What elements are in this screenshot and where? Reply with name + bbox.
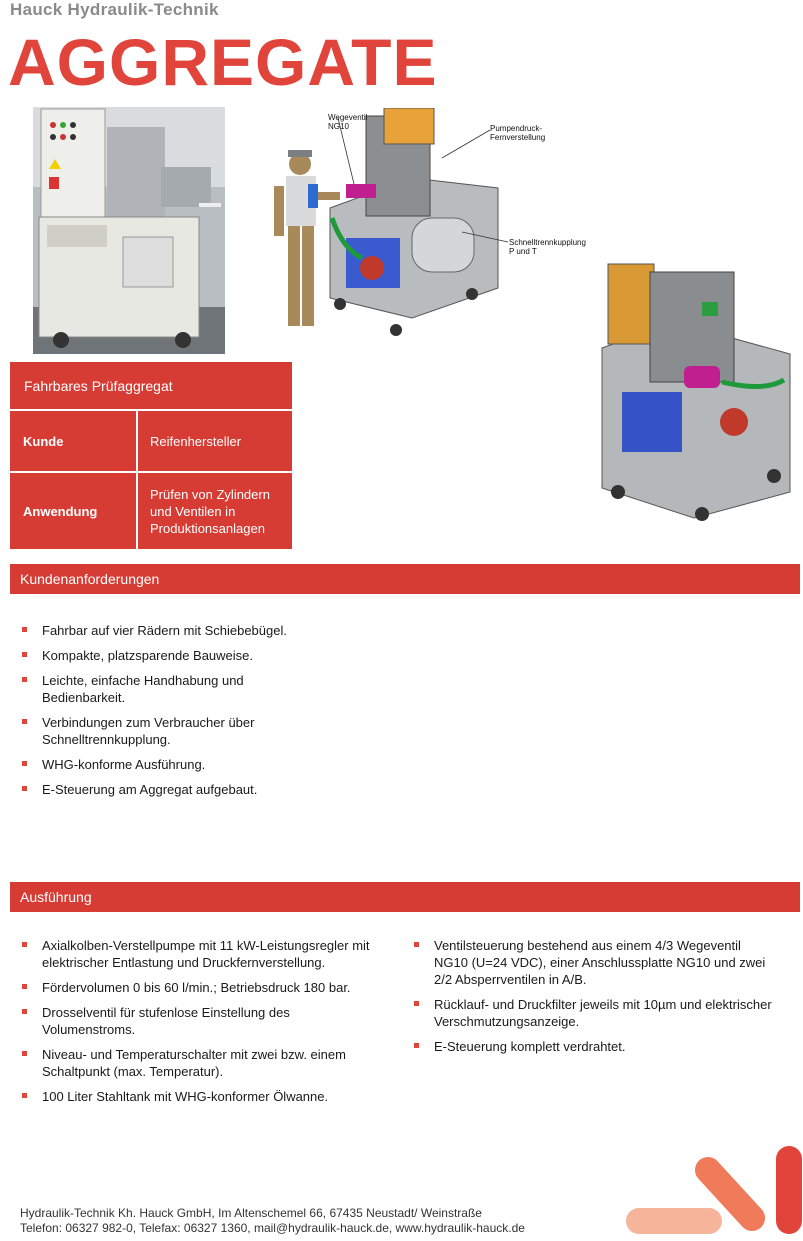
company-name: Hauck Hydraulik-Technik	[10, 0, 219, 19]
annotation-coupling: Schnelltrennkupplung P und T	[509, 238, 586, 256]
list-item: Fahrbar auf vier Rädern mit Schiebebügel.	[20, 622, 320, 639]
info-table-header: Fahrbares Prüfaggregat	[10, 362, 292, 409]
info-row-application	[10, 473, 292, 549]
footer	[20, 1206, 525, 1236]
company-logo	[622, 1144, 802, 1236]
annotation-valve: Wegeventil NG10	[328, 113, 368, 131]
list-item: WHG-konforme Ausführung.	[20, 756, 320, 773]
info-key: Anwendung	[10, 473, 138, 549]
cad-drawing-front	[262, 108, 592, 348]
footer-contact: Telefon: 06327 982-0, Telefax: 06327 1360, mail@hydraulik-hauck.de, www.hydraulik-hauck.de	[20, 1221, 525, 1235]
info-key: Kunde	[10, 411, 138, 471]
list-item: Fördervolumen 0 bis 60 l/min.; Betriebsdruck 180 bar.	[20, 979, 382, 996]
list-item: Ventilsteuerung bestehend aus einem 4/3 Wegeventil NG10 (U=24 VDC), einer Anschlussplatte NG10 und zwei 2/2 Absperrventilen in A/B.	[412, 937, 777, 988]
list-item: Verbindungen zum Verbraucher über Schnelltrennkupplung.	[20, 714, 320, 748]
footer-address: Hydraulik-Technik Kh. Hauck GmbH, Im Altenschemel 66, 67435 Neustadt/ Weinstraße	[20, 1206, 482, 1220]
list-item: Drosselventil für stufenlose Einstellung des Volumenstroms.	[20, 1004, 382, 1038]
list-item: E-Steuerung komplett verdrahtet.	[412, 1038, 777, 1055]
execution-list-left	[20, 937, 382, 1113]
requirements-list	[20, 622, 320, 806]
cad-drawing-side	[594, 262, 799, 528]
annotation-pump: Pumpendruck- Fernverstellung	[490, 124, 546, 142]
list-item: 100 Liter Stahltank mit WHG-konformer Ölwanne.	[20, 1088, 382, 1105]
execution-list-right	[412, 937, 777, 1063]
product-photo	[33, 107, 225, 354]
info-value: Reifenhersteller	[150, 433, 242, 449]
list-item: Niveau- und Temperaturschalter mit zwei bzw. einem Schaltpunkt (max. Temperatur).	[20, 1046, 382, 1080]
requirements-heading: Kundenanforderungen	[10, 564, 800, 594]
page-title: AGGREGATE	[8, 25, 438, 99]
list-item: Rücklauf- und Druckfilter jeweils mit 10µm und elektrischer Verschmutzungsanzeige.	[412, 996, 777, 1030]
execution-heading: Ausführung	[10, 882, 800, 912]
list-item: Leichte, einfache Handhabung und Bedienbarkeit.	[20, 672, 320, 706]
info-row-customer	[10, 411, 292, 471]
list-item: E-Steuerung am Aggregat aufgebaut.	[20, 781, 320, 798]
info-value: Prüfen von Zylindern und Ventilen in Produktionsanlagen	[150, 486, 270, 536]
list-item: Kompakte, platzsparende Bauweise.	[20, 647, 320, 664]
list-item: Axialkolben-Verstellpumpe mit 11 kW-Leistungsregler mit elektrischer Entlastung und Druckfernverstellung.	[20, 937, 382, 971]
info-table	[10, 362, 292, 549]
